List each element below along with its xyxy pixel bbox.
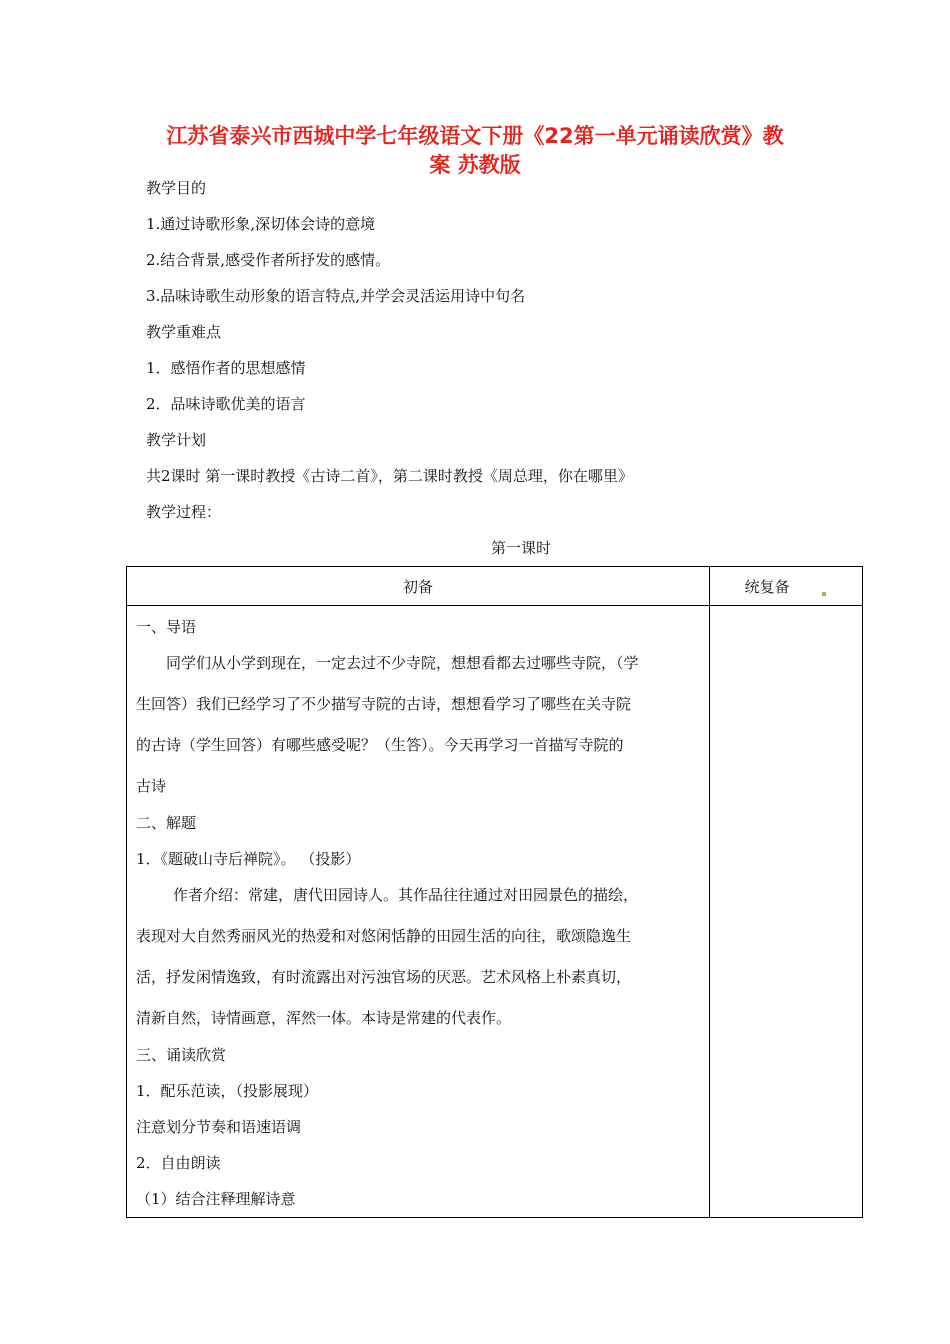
section-topic: 二、解题 <box>136 814 197 832</box>
section-heading: 第一课时 <box>490 539 551 557</box>
initial-prep-cell <box>127 606 710 1218</box>
paragraph-line: 表现对大自然秀丽风光的热爱和对悠闲恬静的田园生活的向往，歌颂隐逸生 <box>136 927 632 945</box>
poem-title-item: 1．《题破山寺后禅院》。 （投影） <box>136 850 361 868</box>
heading-key-points: 教学重难点 <box>146 323 222 341</box>
heading-teaching-goals: 教学目的 <box>146 179 207 197</box>
heading-teaching-process: 教学过程： <box>146 503 222 521</box>
list-item: 1．配乐范读，（投影展现） <box>136 1082 319 1100</box>
document-title <box>120 122 830 180</box>
list-item: 注意划分节奏和语速语调 <box>136 1118 302 1136</box>
column-header-review-label: 统复备 <box>744 577 790 596</box>
list-item: 2．自由朗读 <box>136 1154 221 1172</box>
key-point-2: 2．品味诗歌优美的语言 <box>146 395 306 413</box>
title-line-1: 江苏省泰兴市西城中学七年级语文下册《22第一单元诵读欣赏》教 <box>166 124 784 148</box>
paragraph-line: 古诗 <box>136 777 167 795</box>
column-header-review-prep <box>710 567 863 606</box>
marker-dot-icon <box>822 592 826 596</box>
heading-teaching-plan: 教学计划 <box>146 431 207 449</box>
section-reading: 三、诵读欣赏 <box>136 1046 227 1064</box>
key-point-1: 1．感悟作者的思想感情 <box>146 359 306 377</box>
review-prep-cell <box>710 606 863 1218</box>
paragraph-line: 生回答）我们已经学习了不少描写寺院的古诗，想想看学习了哪些在关寺院 <box>136 695 632 713</box>
paragraph-line: 同学们从小学到现在，一定去过不少寺院，想想看都去过哪些寺院，（学 <box>166 654 639 672</box>
goal-1: 1.通过诗歌形象,深切体会诗的意境 <box>146 215 376 233</box>
section-intro: 一、导语 <box>136 618 197 636</box>
paragraph-line: 清新自然，诗情画意，浑然一体。本诗是常建的代表作。 <box>136 1009 512 1027</box>
list-item: （1）结合注释理解诗意 <box>136 1190 296 1208</box>
title-line-2: 案 苏教版 <box>429 153 521 177</box>
teaching-plan-text: 共2课时 第一课时教授《古诗二首》，第二课时教授《周总理，你在哪里》 <box>146 467 633 485</box>
goal-2: 2.结合背景,感受作者所抒发的感情。 <box>146 251 391 269</box>
paragraph-line: 作者介绍：常建，唐代田园诗人。其作品往往通过对田园景色的描绘， <box>173 886 639 904</box>
goal-3: 3.品味诗歌生动形象的语言特点,并学会灵活运用诗中句名 <box>146 287 526 305</box>
column-header-initial-prep: 初备 <box>127 567 710 606</box>
lesson-table <box>126 566 863 1218</box>
paragraph-line: 活，抒发闲情逸致，有时流露出对污浊官场的厌恶。艺术风格上朴素真切， <box>136 968 632 986</box>
paragraph-line: 的古诗（学生回答）有哪些感受呢？（生答）。今天再学习一首描写寺院的 <box>136 736 624 754</box>
